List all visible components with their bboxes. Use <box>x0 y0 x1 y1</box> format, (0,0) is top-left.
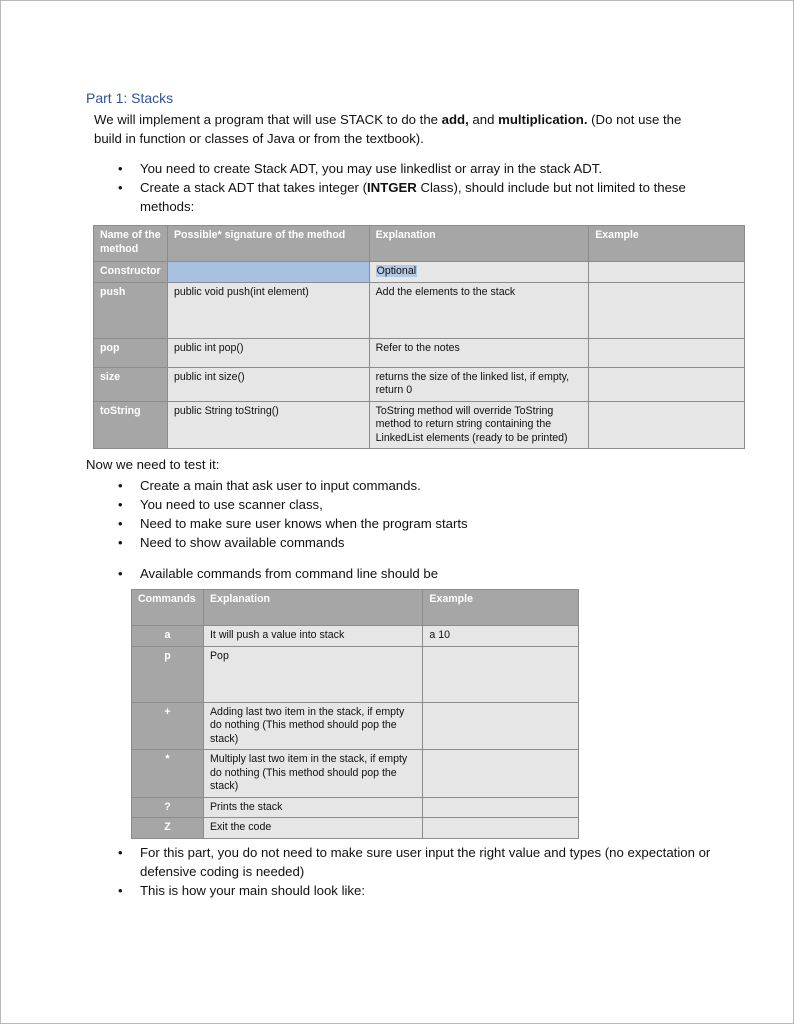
header-name-of-method: Name of the method <box>94 226 168 262</box>
table-row <box>94 262 745 283</box>
table-row <box>132 702 579 750</box>
command-example <box>423 818 579 839</box>
method-signature: public String toString() <box>167 401 369 449</box>
list-item: • Available commands from command line should be <box>118 564 708 583</box>
method-explanation: Optional <box>376 265 417 277</box>
command-explanation: Multiply last two item in the stack, if empty do nothing (This method should pop the stack) <box>203 750 422 798</box>
bullet-text-rest: Class), should include but not limited to these methods: <box>140 180 686 214</box>
table-row <box>94 338 745 367</box>
method-name: Constructor <box>94 262 168 283</box>
command-example <box>423 702 579 750</box>
header-commands: Commands <box>132 590 204 626</box>
intro-bold-multiplication: multiplication. <box>498 112 588 127</box>
method-example <box>589 262 745 283</box>
intro-text-3: (Do not use the build in function or classes of Java or from the textbook). <box>94 112 682 146</box>
table-row <box>132 626 579 647</box>
bullet-text: Create a stack ADT that takes integer ( <box>140 180 367 195</box>
method-explanation-cell <box>369 262 589 283</box>
command-key: * <box>132 750 204 798</box>
method-signature: public void push(int element) <box>167 282 369 338</box>
list-item <box>118 178 708 216</box>
command-explanation: It will push a value into stack <box>203 626 422 647</box>
final-bullet-list <box>118 843 718 900</box>
list-item: • You need to use scanner class, <box>118 495 708 514</box>
list-item: • This is how your main should look like: <box>118 881 718 900</box>
part-heading: Part 1: Stacks <box>86 90 174 106</box>
commands-table <box>131 589 579 839</box>
command-example <box>423 646 579 702</box>
command-key: a <box>132 626 204 647</box>
method-name: size <box>94 367 168 401</box>
header-example: Example <box>589 226 745 262</box>
method-explanation: Refer to the notes <box>369 338 589 367</box>
stack-adt-bullet-list <box>118 159 708 216</box>
method-explanation: ToString method will override ToString method to return string containing the LinkedList elements (ready to be printed) <box>369 401 589 449</box>
method-example <box>589 282 745 338</box>
method-name: push <box>94 282 168 338</box>
methods-table <box>93 225 745 449</box>
table-row <box>132 818 579 839</box>
command-example: a 10 <box>423 626 579 647</box>
header-example: Example <box>423 590 579 626</box>
command-example <box>423 797 579 818</box>
list-item: • For this part, you do not need to make sure user input the right value and types (no expectation or defensive coding is needed) <box>118 843 718 881</box>
table-row <box>132 750 579 798</box>
table-row <box>94 367 745 401</box>
test-heading: Now we need to test it: <box>86 457 220 472</box>
command-example <box>423 750 579 798</box>
intro-text-2: and <box>468 112 499 127</box>
method-signature <box>167 262 369 283</box>
method-explanation: Add the elements to the stack <box>369 282 589 338</box>
intro-bold-add: add, <box>441 112 469 127</box>
list-item: • You need to create Stack ADT, you may use linkedlist or array in the stack ADT. <box>118 159 708 178</box>
command-key: p <box>132 646 204 702</box>
list-item: • Need to show available commands <box>118 533 708 552</box>
list-item: • Create a main that ask user to input commands. <box>118 476 708 495</box>
test-bullet-list <box>118 476 708 552</box>
method-example <box>589 401 745 449</box>
intro-text-1: We will implement a program that will use STACK to do the <box>94 112 442 127</box>
table-row <box>132 797 579 818</box>
header-explanation: Explanation <box>203 590 422 626</box>
method-signature: public int size() <box>167 367 369 401</box>
command-explanation: Exit the code <box>203 818 422 839</box>
table-row <box>94 282 745 338</box>
method-signature: public int pop() <box>167 338 369 367</box>
command-key: Z <box>132 818 204 839</box>
method-name: pop <box>94 338 168 367</box>
intro-paragraph <box>94 110 704 148</box>
table-header-row <box>94 226 745 262</box>
header-explanation: Explanation <box>369 226 589 262</box>
command-explanation: Pop <box>203 646 422 702</box>
command-explanation: Adding last two item in the stack, if empty do nothing (This method should pop the stack) <box>203 702 422 750</box>
commands-bullet-list <box>118 564 708 583</box>
method-name: toString <box>94 401 168 449</box>
method-example <box>589 367 745 401</box>
method-explanation: returns the size of the linked list, if empty, return 0 <box>369 367 589 401</box>
header-signature: Possible* signature of the method <box>167 226 369 262</box>
method-example <box>589 338 745 367</box>
bullet-bold-intger: INTGER <box>366 180 417 195</box>
command-key: ? <box>132 797 204 818</box>
command-key: + <box>132 702 204 750</box>
table-header-row <box>132 590 579 626</box>
list-item: • Need to make sure user knows when the program starts <box>118 514 708 533</box>
table-row <box>132 646 579 702</box>
table-row <box>94 401 745 449</box>
command-explanation: Prints the stack <box>203 797 422 818</box>
